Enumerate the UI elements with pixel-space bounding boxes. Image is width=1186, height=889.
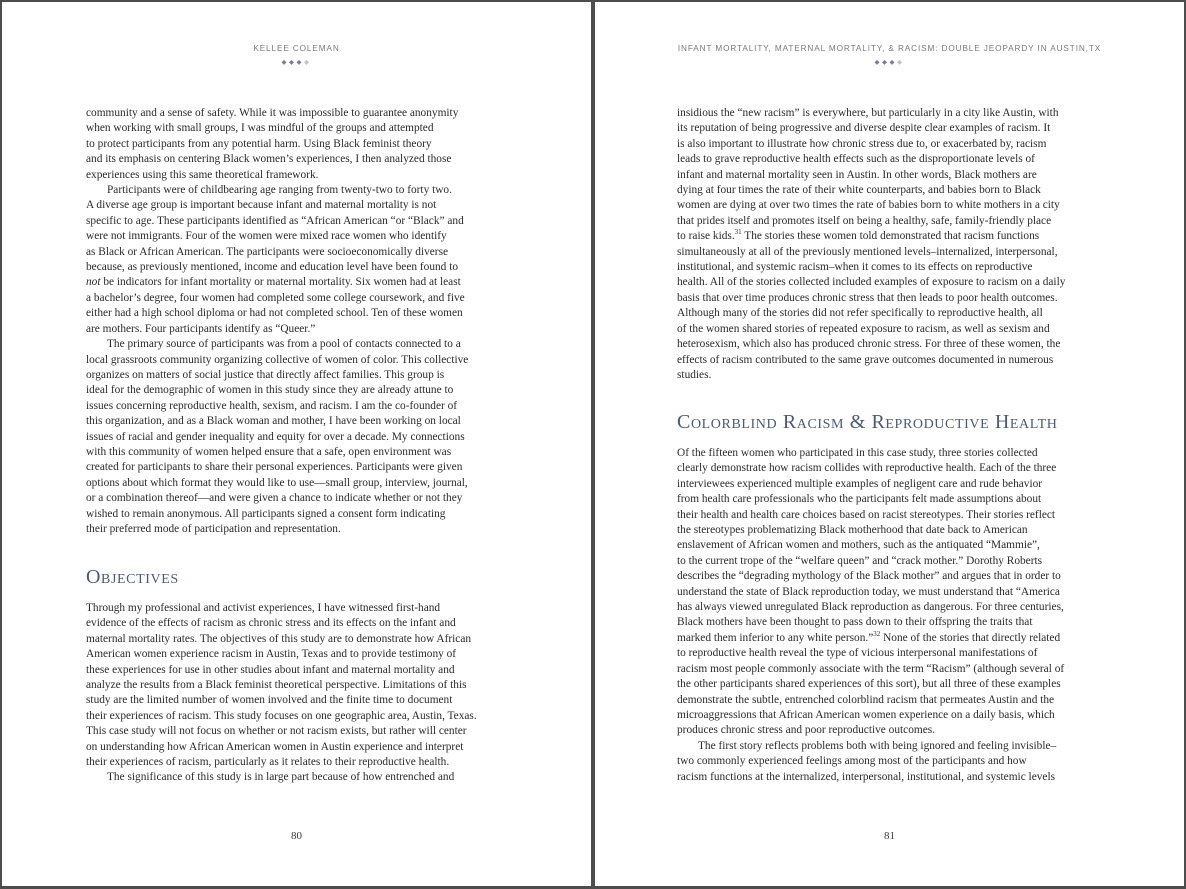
text-line: on understanding how African American women in Austin experience and interpret [86, 740, 464, 753]
text-fragment: None of the stories that directly related [880, 631, 1061, 644]
text-line: insidious the “new racism” is everywhere, but particularly in a city like Austin, with [677, 107, 1059, 119]
text-line: organizes on matters of social justice that directly affect families. This group is [86, 368, 445, 381]
text-fragment: be indicators for infant mortality or maternal mortality. Six women had at least [100, 276, 461, 289]
left-body-text [86, 106, 516, 537]
text-line: racism functions at the internalized, interpersonal, institutional, and systemic levels [677, 770, 1056, 783]
text-line: options about which format they would like to use—small group, interview, journal, [86, 476, 468, 489]
text-line: community and a sense of safety. While it was impossible to guarantee anonymity [86, 107, 459, 119]
text-line: their health and health care choices based on racist stereotypes. Their stories reflect [677, 508, 1056, 521]
text-line: The first story reflects problems both with being ignored and feeling invisible– [698, 739, 1057, 752]
paragraph [677, 446, 1105, 739]
text-line [677, 631, 1105, 646]
text-line: leads to grave reproductive health effects such as the disproportionate levels of [677, 153, 1035, 166]
text-line: Through my professional and activist experiences, I have witnessed first-hand [86, 602, 441, 614]
text-line: or a combination thereof—and were given a chance to indicate whether or not they [86, 492, 463, 505]
text-line: its reputation of being progressive and diverse despite clear examples of racism. It [677, 122, 1051, 135]
left-page [2, 2, 591, 886]
text-line: Participants were of childbearing age ranging from twenty-two to forty two. [107, 184, 452, 197]
text-line: the other participants shared experiences of this sort), but all three of these examples [677, 678, 1061, 691]
text-line: issues of racial and gender inequality and equity for over a decade. My connections [86, 430, 465, 443]
text-line: describes the “degrading mythology of the Black mother” and argues that in order to [677, 570, 1061, 583]
text-line: to reproductive health reveal the type of vicious interpersonal manifestations of [677, 647, 1038, 660]
diamond-ornament-icon: ◆◆◆◆ [281, 58, 312, 66]
text-line: wished to remain anonymous. All participants signed a consent form indicating [86, 507, 446, 520]
text-line [86, 275, 516, 290]
text-line: is also important to illustrate how chronic stress due to, or exacerbated by, racism [677, 137, 1047, 150]
running-head-author: KELLEE COLEMAN [253, 44, 340, 53]
page-number: 81 [884, 830, 895, 842]
text-line: microaggressions that African American women experience on a daily basis, which [677, 708, 1055, 721]
text-line: studies. [677, 368, 712, 381]
text-line: are mothers. Four participants identify as “Queer.” [86, 322, 316, 335]
text-line: either had a high school diploma or had not completed school. Ten of these women [86, 307, 463, 320]
text-line: and its emphasis on centering Black women’s experiences, I then analyzed those [86, 153, 452, 166]
left-body-text-objectives [86, 601, 516, 786]
text-line: basis that over time produces chronic stress that then leads to poor health outcomes. [677, 291, 1058, 304]
text-line: infant and maternal mortality seen in Austin. In other words, Black mothers are [677, 168, 1037, 181]
text-line: to protect participants from any potential harm. Using Black feminist theory [86, 137, 432, 150]
text-line: analyze the results from a Black feminist theoretical perspective. Limitations of this [86, 679, 467, 692]
text-line: the stereotypes problematizing Black motherhood that date back to American [677, 524, 1028, 537]
running-head-title: INFANT MORTALITY, MATERNAL MORTALITY, & RACISM: DOUBLE JEOPARDY IN AUSTIN,TX [677, 44, 1102, 53]
text-line: produces chronic stress and poor reproductive outcomes. [677, 724, 935, 737]
text-line: This case study will not focus on whether or not racism exists, but rather will center [86, 725, 467, 738]
text-line: The primary source of participants was from a pool of contacts connected to a [107, 338, 461, 351]
text-line: created for participants to share their personal experiences. Participants were given [86, 461, 463, 474]
text-line: with this community of women helped ensure that a safe, open environment was [86, 445, 452, 458]
text-line: because, as previously mentioned, income and education level have been found to [86, 261, 459, 274]
text-line: maternal mortality rates. The objectives of this study are to demonstrate how African [86, 632, 472, 645]
paragraph [86, 770, 516, 785]
text-fragment: to raise kids. [677, 230, 735, 243]
text-line: evidence of the effects of racism as chronic stress and its effects on the infant and [86, 617, 456, 630]
section-heading-colorblind-racism: Colorblind Racism & Reproductive Health [677, 411, 1058, 433]
text-line: from health care professionals who the participants felt made assumptions about [677, 493, 1042, 506]
text-line: effects of racism contributed to the same grave outcomes documented in numerous [677, 353, 1054, 366]
text-line: this organization, and as a Black woman and mother, I have been working on local [86, 415, 461, 428]
text-line: their experiences of racism, particularly as it relates to their reproductive health. [86, 756, 450, 769]
text-line: heterosexism, which also has produced chronic stress. For three of these women, the [677, 338, 1061, 351]
text-line: simultaneously at all of the previously mentioned levels–internalized, interpersonal, [677, 245, 1058, 258]
text-line: Although many of the stories did not refer specifically to reproductive health, all [677, 307, 1043, 320]
text-line: demonstrate the subtle, entrenched colorblind racism that permeates Austin and the [677, 693, 1055, 706]
text-line: a bachelor’s degree, four women had completed some college coursework, and five [86, 291, 465, 304]
text-line: women are dying at over two times the rate of babies born to white mothers in a city [677, 199, 1060, 212]
text-line: institutional, and systemic racism–when it comes to its effects on reproductive [677, 261, 1033, 274]
text-line: these experiences for use in other studies about infant and maternal mortality and [86, 663, 455, 676]
text-line: understand the state of Black reproduction today, we must understand that “America [677, 585, 1060, 598]
text-line: A diverse age group is important because infant and maternal mortality is not [86, 199, 437, 212]
text-line [677, 229, 1105, 244]
text-line: dying at four times the rate of their white counterparts, and babies born to Black [677, 184, 1041, 197]
text-line: has always viewed unregulated Black reproduction as dangerous. For three centuries, [677, 601, 1064, 614]
text-line: were not immigrants. Four of the women were mixed race women who identify [86, 230, 447, 243]
text-line: as Black or African American. The participants were socioeconomically diverse [86, 245, 449, 258]
right-body-text [677, 106, 1105, 383]
text-line: ideal for the demographic of women in this study since they are already attune to [86, 384, 454, 397]
section-heading-objectives: Objectives [86, 566, 179, 588]
text-line: study are the limited number of women involved and the finite time to document [86, 694, 453, 707]
footnote-marker: 31 [734, 228, 742, 237]
paragraph [86, 183, 516, 337]
footnote-marker: 32 [873, 630, 881, 639]
text-fragment: The stories these women told demonstrated that racism functions [741, 230, 1040, 243]
text-line: specific to age. These participants identified as “African American “or “Black” and [86, 214, 464, 227]
text-line: health. All of the stories collected included examples of exposure to racism on a daily [677, 276, 1066, 289]
text-line: local grassroots community organizing collective of women of color. This collective [86, 353, 469, 366]
text-line: The significance of this study is in large part because of how entrenched and [107, 771, 455, 784]
text-line: American women experience racism in Austin, Texas and to provide testimony of [86, 648, 457, 661]
emphasis-text: not [86, 276, 101, 289]
text-line: to the current trope of the “welfare queen” and “crack mother.” Dorothy Roberts [677, 554, 1043, 567]
text-line: interviewees experienced multiple examples of negligent care and rude behavior [677, 477, 1043, 490]
text-line: that prides itself and promotes itself on being a healthy, safe, family-friendly place [677, 214, 1052, 227]
paragraph [677, 739, 1105, 785]
text-fragment: marked them inferior to any white person.” [677, 631, 874, 644]
text-line: two commonly experienced feelings among most of the participants and how [677, 755, 1027, 768]
text-line: enslavement of African women and mothers, such as the antiquated “Mammie”, [677, 539, 1040, 552]
text-line: Black mothers have been thought to pass down to their offspring the traits that [677, 616, 1033, 629]
text-line: clearly demonstrate how racism collides with reproductive health. Each of the three [677, 462, 1057, 475]
text-line: Of the fifteen women who participated in this case study, three stories collected [677, 447, 1038, 459]
text-line: issues concerning reproductive health, sexism, and racism. I am the co-founder of [86, 399, 458, 412]
text-line: their preferred mode of participation and representation. [86, 522, 341, 535]
text-line: when working with small groups, I was mindful of the groups and attempted [86, 122, 434, 135]
text-line: racism most people commonly associate with the term “Racism” (although several of [677, 662, 1065, 675]
right-page [595, 2, 1184, 886]
page-number: 80 [291, 830, 302, 842]
paragraph [86, 337, 516, 537]
right-body-text-colorblind [677, 446, 1105, 785]
text-line: their experiences of racism. This study focuses on one geographic area, Austin, Texas. [86, 709, 477, 722]
paragraph [86, 601, 516, 770]
text-line: of the women shared stories of repeated exposure to racism, as well as sexism and [677, 322, 1050, 335]
paragraph [677, 106, 1105, 383]
text-line: experiences using this same theoretical framework. [86, 168, 319, 181]
paragraph [86, 106, 516, 183]
diamond-ornament-icon: ◆◆◆◆ [874, 58, 905, 66]
